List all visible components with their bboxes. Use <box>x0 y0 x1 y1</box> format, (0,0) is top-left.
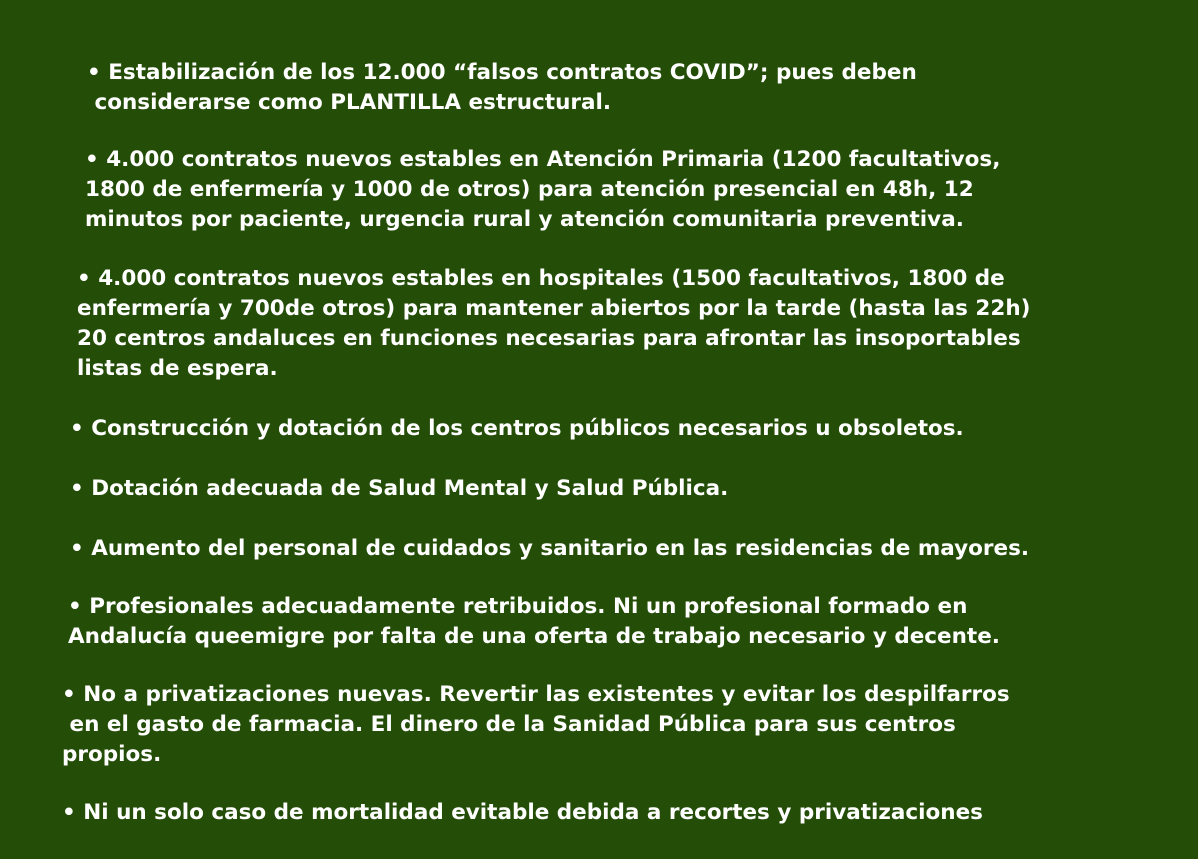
text-line: 1800 de enfermería y 1000 de otros) para atención presencial en 48h, 12 <box>85 177 974 202</box>
bullet-point-construction <box>70 414 964 444</box>
text-line: Andalucía queemigre por falta de una oferta de trabajo necesario y decente. <box>68 624 1000 649</box>
text-line: • Profesionales adecuadamente retribuidos. Ni un profesional formado en <box>68 594 968 619</box>
bullet-point-mortality <box>62 798 983 828</box>
bullet-point-professionals <box>68 592 1000 652</box>
text-line: listas de espera. <box>77 356 278 381</box>
text-line: • Construcción y dotación de los centros públicos necesarios u obsoletos. <box>70 416 964 441</box>
text-line: minutos por paciente, urgencia rural y atención comunitaria preventiva. <box>85 207 964 232</box>
text-line: • 4.000 contratos nuevos estables en Atención Primaria (1200 facultativos, <box>85 147 1001 172</box>
text-line: enfermería y 700de otros) para mantener abiertos por la tarde (hasta las 22h) <box>77 296 1031 321</box>
bullet-point-privatizations <box>62 680 1010 770</box>
text-line: • Aumento del personal de cuidados y sanitario en las residencias de mayores. <box>70 536 1030 561</box>
text-line: • Ni un solo caso de mortalidad evitable debida a recortes y privatizaciones <box>62 800 983 825</box>
bullet-point-residences <box>70 534 1029 564</box>
text-line: propios. <box>62 742 162 767</box>
bullet-point-mental-health <box>70 474 728 504</box>
text-line: • Estabilización de los 12.000 “falsos contratos COVID”; pues deben <box>87 60 917 85</box>
text-line: • Dotación adecuada de Salud Mental y Salud Pública. <box>70 476 729 501</box>
text-line: en el gasto de farmacia. El dinero de la Sanidad Pública para sus centros <box>62 712 956 737</box>
text-line: considerarse como PLANTILLA estructural. <box>87 90 612 115</box>
text-line: 20 centros andaluces en funciones necesarias para afrontar las insoportables <box>77 326 1021 351</box>
bullet-point-covid-contracts <box>87 58 917 118</box>
bullet-point-primary-care <box>85 145 1000 235</box>
bullet-point-hospitals <box>77 264 1030 384</box>
text-line: • 4.000 contratos nuevos estables en hospitales (1500 facultativos, 1800 de <box>77 266 1005 291</box>
text-line: • No a privatizaciones nuevas. Revertir las existentes y evitar los despilfarros <box>62 682 1010 707</box>
